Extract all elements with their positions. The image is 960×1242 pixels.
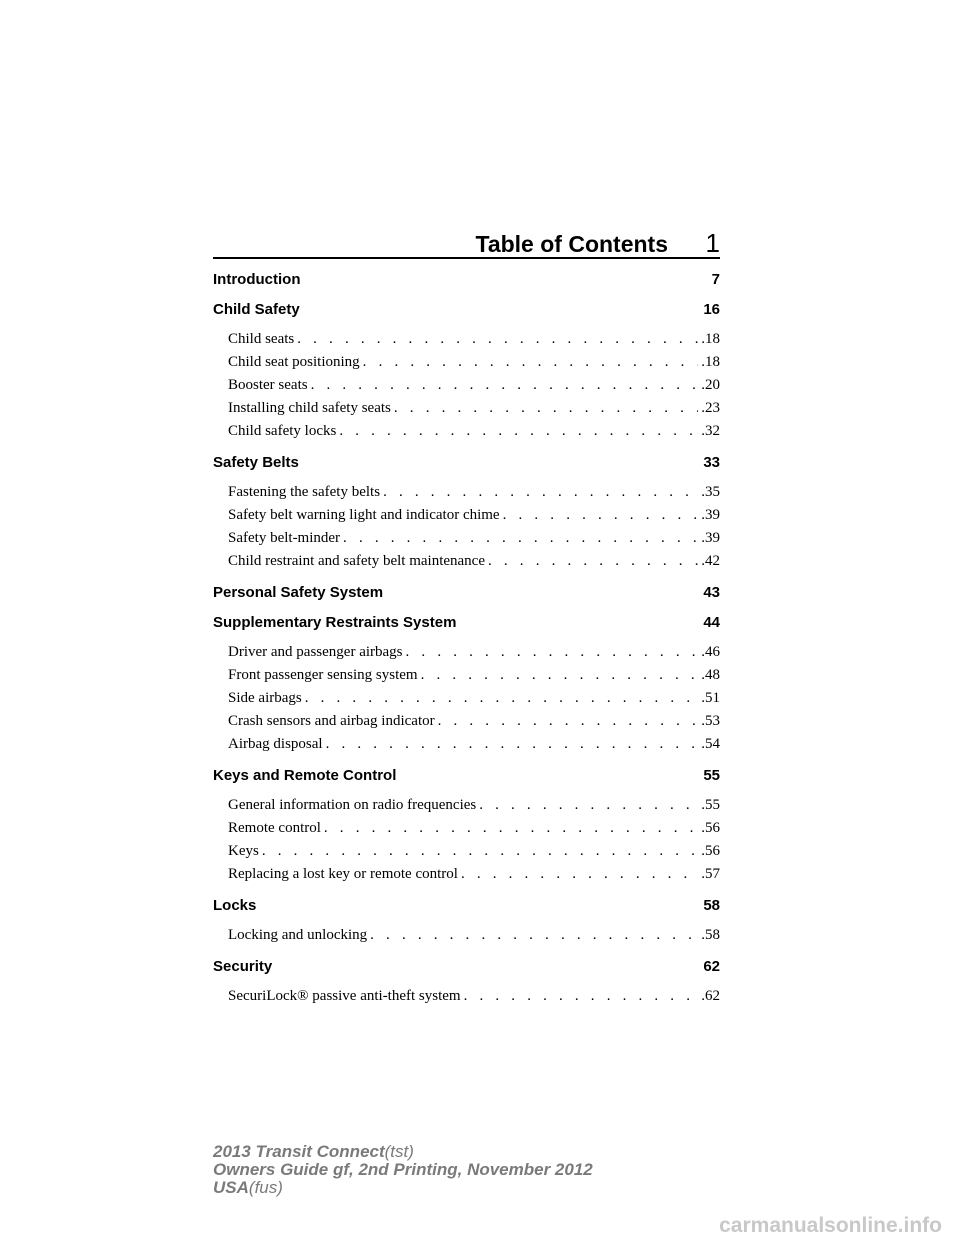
dot-leader: [324, 817, 698, 840]
section-page: 62: [703, 958, 720, 975]
toc-entry[interactable]: [213, 863, 720, 886]
entry-page: .58: [701, 927, 720, 943]
entry-label: Airbag disposal: [228, 736, 323, 752]
dot-leader: [464, 985, 699, 1008]
section-title: Child Safety: [213, 301, 300, 318]
entry-page: .39: [701, 507, 720, 523]
toc-entry[interactable]: [213, 985, 720, 1008]
entry-page: .46: [701, 644, 720, 660]
dot-leader: [488, 550, 698, 573]
page-title: Table of Contents: [475, 231, 668, 257]
entry-label: Driver and passenger airbags: [228, 644, 403, 660]
dot-leader: [305, 687, 699, 710]
toc-entry[interactable]: [213, 374, 720, 397]
entry-page: .23: [701, 400, 720, 416]
toc-entry[interactable]: [213, 481, 720, 504]
toc-section[interactable]: [213, 766, 720, 786]
toc-entry[interactable]: [213, 550, 720, 573]
entry-page: .35: [701, 484, 720, 500]
dot-leader: [370, 924, 698, 947]
toc-entry[interactable]: [213, 420, 720, 443]
entry-page: .48: [701, 667, 720, 683]
toc-entry[interactable]: [213, 351, 720, 374]
dot-leader: [383, 481, 698, 504]
toc-entry[interactable]: [213, 504, 720, 527]
dot-leader: [326, 733, 699, 756]
entry-label: Replacing a lost key or remote control: [228, 866, 458, 882]
dot-leader: [461, 863, 698, 886]
dot-leader: [297, 328, 698, 351]
entry-page: .51: [701, 690, 720, 706]
toc-entry[interactable]: [213, 641, 720, 664]
footer-line-region: [213, 1179, 593, 1197]
section-page: 33: [703, 454, 720, 471]
entry-label: SecuriLock® passive anti-theft system: [228, 988, 461, 1004]
section-title: Supplementary Restraints System: [213, 614, 457, 631]
toc-section[interactable]: [213, 583, 720, 603]
dot-leader: [262, 840, 698, 863]
dot-leader: [421, 664, 699, 687]
toc-section[interactable]: [213, 300, 720, 320]
section-page: 44: [703, 614, 720, 631]
section-title: Safety Belts: [213, 454, 299, 471]
toc-entry[interactable]: [213, 664, 720, 687]
section-title: Locks: [213, 897, 257, 914]
toc-entry[interactable]: [213, 328, 720, 351]
section-page: 16: [703, 301, 720, 318]
entry-label: Remote control: [228, 820, 321, 836]
footer-model: 2013 Transit Connect: [213, 1142, 385, 1161]
dot-leader: [503, 504, 699, 527]
toc-entry[interactable]: [213, 397, 720, 420]
entry-page: .56: [701, 820, 720, 836]
section-title: Security: [213, 958, 273, 975]
entry-label: General information on radio frequencies: [228, 797, 477, 813]
toc-entry[interactable]: [213, 794, 720, 817]
section-page: 55: [703, 767, 720, 784]
section-title: Keys and Remote Control: [213, 767, 397, 784]
entry-page: .53: [701, 713, 720, 729]
dot-leader: [363, 351, 699, 374]
footer-line-model: [213, 1143, 593, 1161]
entry-page: .39: [701, 530, 720, 546]
entry-label: Installing child safety seats: [228, 400, 391, 416]
footer-region: USA: [213, 1178, 249, 1197]
page-number: 1: [705, 228, 720, 258]
section-page: 43: [703, 584, 720, 601]
entry-label: Locking and unlocking: [228, 927, 368, 943]
entry-page: .32: [701, 423, 720, 439]
table-of-contents: [213, 270, 720, 1008]
page-header: [213, 227, 720, 259]
dot-leader: [394, 397, 698, 420]
dot-leader: [406, 641, 699, 664]
toc-entry[interactable]: [213, 733, 720, 756]
toc-entry[interactable]: [213, 924, 720, 947]
toc-section[interactable]: [213, 453, 720, 473]
entry-page: .57: [701, 866, 720, 882]
page-footer: [213, 1143, 593, 1197]
section-page: 58: [703, 897, 720, 914]
toc-section[interactable]: [213, 896, 720, 916]
dot-leader: [479, 794, 698, 817]
toc-section[interactable]: [213, 270, 720, 290]
entry-label: Child seat positioning: [228, 354, 360, 370]
footer-region-code: (fus): [248, 1178, 283, 1197]
toc-section[interactable]: [213, 613, 720, 633]
toc-entry[interactable]: [213, 710, 720, 733]
entry-page: .20: [701, 377, 720, 393]
entry-label: Crash sensors and airbag indicator: [228, 713, 435, 729]
toc-entry[interactable]: [213, 817, 720, 840]
entry-label: Safety belt-minder: [228, 530, 341, 546]
toc-entry[interactable]: [213, 527, 720, 550]
toc-section[interactable]: [213, 957, 720, 977]
entry-label: Child seats: [228, 331, 295, 347]
entry-page: .62: [701, 988, 720, 1004]
entry-page: .55: [701, 797, 720, 813]
dot-leader: [438, 710, 699, 733]
entry-label: Child safety locks: [228, 423, 337, 439]
dot-leader: [311, 374, 699, 397]
entry-label: Keys: [228, 843, 259, 859]
watermark: carmanualsonline.info: [719, 1214, 942, 1237]
toc-entry[interactable]: [213, 840, 720, 863]
entry-label: Booster seats: [228, 377, 308, 393]
entry-label: Front passenger sensing system: [228, 667, 418, 683]
entry-page: .42: [701, 553, 720, 569]
section-title: Personal Safety System: [213, 584, 384, 601]
dot-leader: [339, 420, 698, 443]
toc-entry[interactable]: [213, 687, 720, 710]
entry-label: Side airbags: [228, 690, 302, 706]
entry-label: Child restraint and safety belt maintenance: [228, 553, 485, 569]
entry-page: .56: [701, 843, 720, 859]
entry-page: .18: [701, 331, 720, 347]
entry-page: .18: [701, 354, 720, 370]
dot-leader: [343, 527, 698, 550]
section-title: Introduction: [213, 271, 301, 288]
footer-edition: Owners Guide gf, 2nd Printing, November 2012: [213, 1160, 593, 1179]
header-rule: [213, 257, 720, 259]
entry-label: Fastening the safety belts: [228, 484, 381, 500]
footer-model-code: (tst): [384, 1142, 414, 1161]
section-page: 7: [711, 271, 720, 288]
entry-page: .54: [701, 736, 720, 752]
entry-label: Safety belt warning light and indicator chime: [228, 507, 500, 523]
